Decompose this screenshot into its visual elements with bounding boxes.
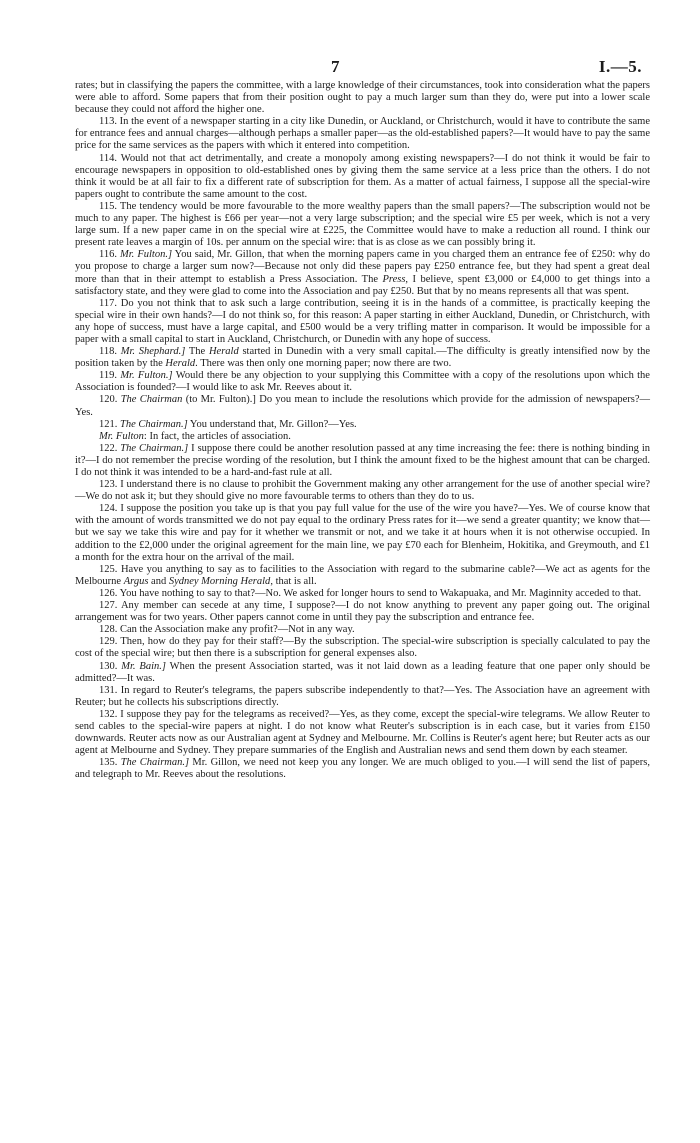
paragraph: 118. Mr. Shephard.] The Herald started in Dunedin with a very small capital.—The difficulty is greatly intensified now by the position taken by the Herald. There was then only one morning paper; now there are two. (75, 346, 650, 370)
paragraph: 123. I understand there is no clause to prohibit the Government making any other arrangement for the use of another special wire?—We do not ask it; but they should give no more favourable terms to others than they do to us. (75, 479, 650, 503)
paragraph: 119. Mr. Fulton.] Would there be any objection to your supplying this Committee with a copy of the resolutions upon which the Association is founded?—I would like to ask Mr. Reeves about it. (75, 370, 650, 394)
paragraph: 120. The Chairman (to Mr. Fulton).] Do you mean to include the resolutions which provide for the admission of newspapers?—Yes. (75, 394, 651, 418)
paragraph: 114. Would not that act detrimentally, and create a monopoly among existing newspapers?—I do not think it would be fair to encourage newspapers in opposition to old-established ones by giving them the same service at a less price than the others. I do not think it would be at all fair to fix a different rate of subscription for them. As a matter of actual fairness, I suppose all the special-wire papers ought to contribute the same amount to the cost. (75, 152, 650, 200)
paragraph: 122. The Chairman.] I suppose there could be another resolution passed at any time increasing the fee: there is nothing binding in it?—I do not remember the precise wording of the resolution, but I think the amount fixed to be the highest amount that can be charged. I do not think it was intended to be a hard-and-fast rule at all. (75, 442, 651, 478)
paragraph: 131. In regard to Reuter's telegrams, the papers subscribe independently to that?—Yes. The Association have an agreement with Reuter; but he collects his subscriptions directly. (75, 684, 650, 708)
paragraph: 135. The Chairman.] Mr. Gillon, we need not keep you any longer. We are much obliged to you.—I will send the list of papers, and telegraph to Mr. Reeves about the resolutions. (75, 757, 650, 781)
paragraph: 125. Have you anything to say as to facilities to the Association with regard to the submarine cable?—We act as agents for the Melbourne Argus and Sydney Morning Herald, that is all. (75, 563, 650, 587)
paragraph: 126. You have nothing to say to that?—No. We asked for longer hours to send to Wakapuaka, and Mr. Maginnity acceded to that. (99, 587, 642, 599)
paragraph: Mr. Fulton: In fact, the articles of association. (99, 430, 291, 442)
paragraph: 121. The Chairman.] You understand that, Mr. Gillon?—Yes. (99, 418, 357, 430)
paragraph: 128. Can the Association make any profit?—Not in any way. (99, 624, 355, 636)
paragraph: 117. Do you not think that to ask such a large contribution, seeing it is in the hands of a committee, is practically keeping the special wire in their own hands?—I do not think so, for this reason: A paper starting in either Auckland, Dunedin, or Christchurch, with any hope of success, must have a large capital, and £500 would be a very trifling matter in comparison. It would be impossible for a paper with a small capital to start in Auckland, Christchurch, or Dunedin with any hope of success. (75, 297, 650, 345)
document-reference: I.—5. (598, 57, 642, 76)
body-text (75, 80, 650, 781)
paragraph: 115. The tendency would be more favourable to the more wealthy papers than the small papers?—The subscription would not be much to any paper. The highest is £66 per year—not a very large subscription; and the special wire £5 per week, which is not a very large sum. If a new paper came in on the special wire at £225, the Committee would have to make a reduction all round. I think our present rate leaves a margin of 10s. per annum on the special wire: that is as close as we can possibly bring it. (75, 200, 650, 249)
paragraph: 132. I suppose they pay for the telegrams as received?—Yes, as they come, except the special-wire telegrams. We allow Reuter to send cables to the special-wire papers at night. I do not know what Reuter's subscription is in each case, but it varies from £150 downwards. Reuter acts now as our Australian agent at Sydney and Melbourne. Mr. Collins is Reuter's agent here; but Reuter acts as our agent at Melbourne and Sydney. They prepare summaries of the English and Australian news and send them down by each steamer. (75, 708, 650, 757)
paragraph: 116. Mr. Fulton.] You said, Mr. Gillon, that when the morning papers came in you charged them an entrance fee of £250: why do you propose to charge a larger sum now?—Because not only did these papers pay £250 entrance fee, but they had spent a great deal more than that in their attempt to establish a Press Association. The Press, I believe, spent £3,000 or £4,000 to get things into a satisfactory state, and they were glad to come into the Association and pay £250. But that by no means represents all that was spent. (75, 249, 650, 297)
paragraph: rates; but in classifying the papers the committee, with a large knowledge of their circumstances, took into consideration what the papers were able to afford. Some papers that from their position ought to pay a much larger sum than they do, were put into a lower scale because they could not afford the higher one. (75, 80, 650, 116)
paragraph: 127. Any member can secede at any time, I suppose?—I do not know anything to prevent any paper going out. The original arrangement was for two years. Other papers cannot come in until they pay the subscription and entrance fee. (75, 600, 650, 624)
paragraph: 130. Mr. Bain.] When the present Association started, was it not laid down as a leading feature that one paper only should be admitted?—It was. (75, 660, 650, 684)
paragraph: 113. In the event of a newspaper starting in a city like Dunedin, or Auckland, or Christchurch, would it have to contribute the same for entrance fees and annual charges—although perhaps a smaller paper—as the old-established papers?—It would have to pay the same price for the same services as the papers with which it entered into competition. (75, 116, 650, 152)
paragraph: 129. Then, how do they pay for their staff?—By the subscription. The special-wire subscription is specially calculated to pay the cost of the special wire; but then there is a subscription for general expenses also. (75, 636, 650, 660)
page-number: 7 (331, 57, 340, 76)
paragraph: 124. I suppose the position you take up is that you pay full value for the use of the wire you have?—Yes. We of course know that with the amount of words transmitted we do not pay equal to the ordinary Press rates for it—we send a greater quantity; we know that—but we say we take this wire and pay for it whether we transmit or not, and we take it at hours when it is not otherwise occupied. In addition to the £2,000 under the original agreement for the main line, we pay £70 each for Blenheim, Hokitika, and Greymouth, and £1 a month for the extra hour on the arrival of the mail. (75, 503, 650, 563)
